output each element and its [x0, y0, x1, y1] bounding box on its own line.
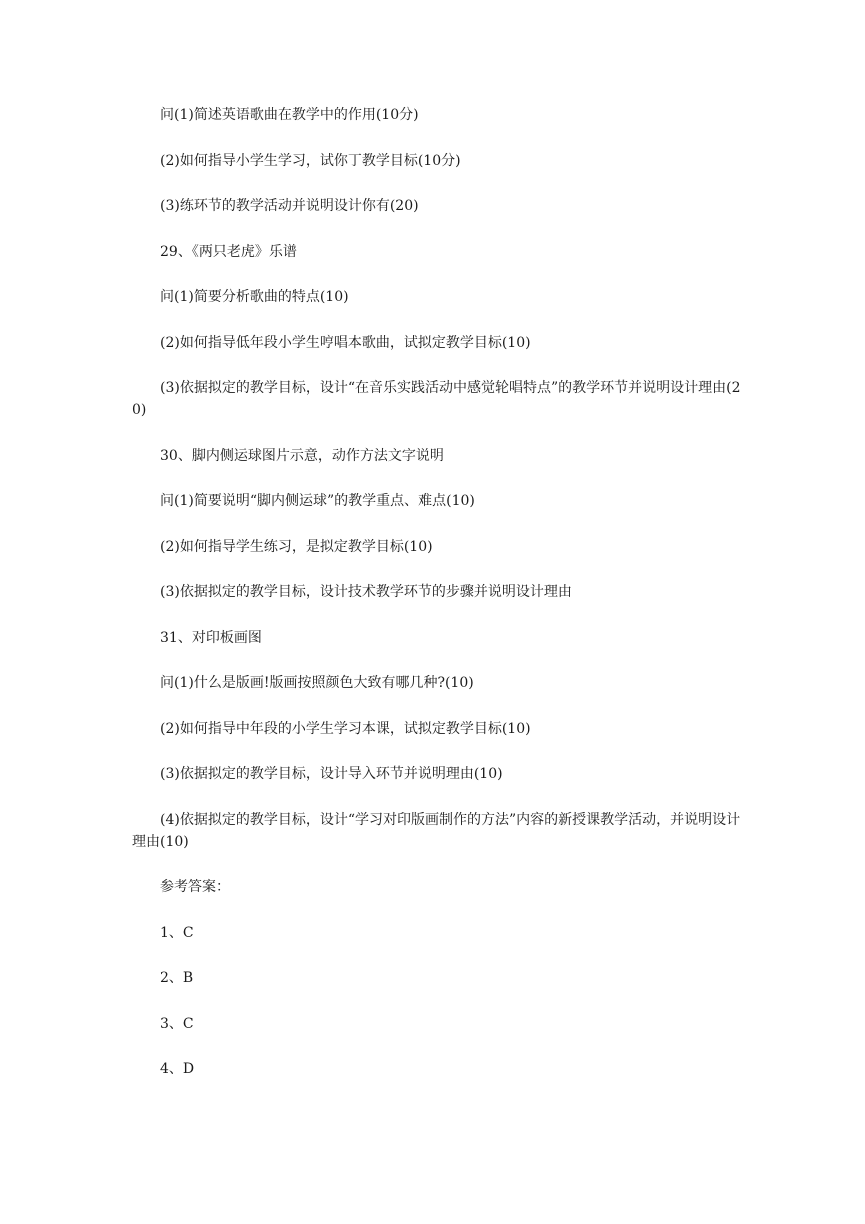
question-30-part-2: (2)如何指导学生练习，是拟定教学目标(10) [160, 538, 433, 555]
question-31-part-1: 问(1)什么是版画!版画按照颜色大致有哪几种?(10) [160, 675, 474, 691]
answer-item: 1、C [160, 924, 194, 941]
answer-item: 2、B [160, 970, 194, 986]
question-28-part-2: (2)如何指导小学生学习，试你丁教学目标(10分) [160, 152, 461, 169]
question-28-part-3: (3)练环节的教学活动并说明设计你有(20) [160, 198, 419, 214]
document-body [132, 104, 744, 1104]
question-29-part-2: (2)如何指导低年段小学生哼唱本歌曲，试拟定教学目标(10) [160, 334, 531, 351]
question-31-part-3: (3)依据拟定的教学目标，设计导入环节并说明理由(10) [160, 766, 503, 782]
answer-key-heading: 参考答案： [160, 879, 230, 895]
question-30-title: 30、脚内侧运球图片示意，动作方法文字说明 [160, 447, 444, 464]
question-29-part-1: 问(1)简要分析歌曲的特点(10) [160, 289, 349, 305]
question-31-title: 31、对印板画图 [160, 629, 262, 646]
question-31-part-2: (2)如何指导中年段的小学生学习本课，试拟定教学目标(10) [160, 720, 531, 737]
question-30-part-3: (3)依据拟定的教学目标，设计技术教学环节的步骤并说明设计理由 [160, 584, 572, 600]
question-31-part-4: (4)依据拟定的教学目标，设计“学习对印版画制作的方法”内容的新授课教学活动，并说明设计理由(10) [132, 811, 741, 850]
question-29-part-3: (3)依据拟定的教学目标，设计“在音乐实践活动中感觉轮唱特点”的教学环节并说明设计理由(20) [132, 380, 741, 418]
question-30-part-1: 问(1)简要说明“脚内侧运球”的教学重点、难点(10) [160, 493, 475, 509]
question-29-title: 29、《两只老虎》乐谱 [160, 243, 297, 260]
question-28-part-1: 问(1)简述英语歌曲在教学中的作用(10分) [160, 107, 419, 123]
answer-item: 4、D [160, 1061, 195, 1077]
answer-item: 3、C [160, 1015, 194, 1032]
